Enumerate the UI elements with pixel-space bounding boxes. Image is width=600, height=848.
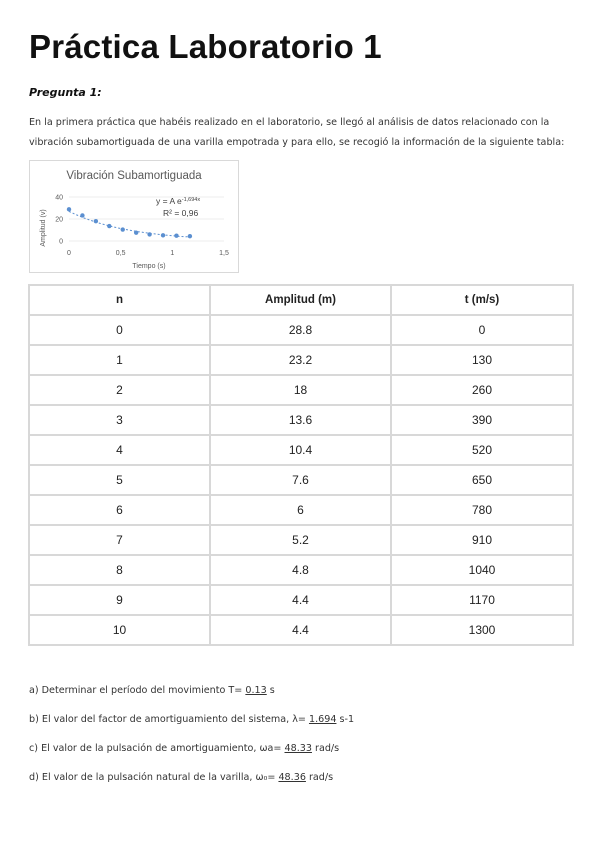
table-body [29,315,573,645]
header-n: n [29,285,210,315]
answer-d-value: 48.36 [278,772,306,783]
cell-time: 650 [391,465,573,495]
chart-y-axis-label: Amplitud (v) [40,209,47,247]
cell-amplitude: 4.4 [210,615,391,645]
chart-point [161,233,165,237]
chart-x-tick-label: 0,5 [115,250,126,257]
chart-r-squared: R² = 0,96 [163,208,199,218]
cell-amplitude: 10.4 [210,435,391,465]
cell-time: 520 [391,435,573,465]
cell-amplitude: 6 [210,495,391,525]
chart-point [134,230,138,234]
cell-n: 1 [29,345,210,375]
answer-a: a) Determinar el período del movimiento T= 0.13 s [29,685,275,696]
table-row [29,435,573,465]
cell-amplitude: 13.6 [210,405,391,435]
cell-amplitude: 7.6 [210,465,391,495]
answer-d: d) El valor de la pulsación natural de la varilla, ω₀= 48.36 rad/s [29,772,334,783]
cell-time: 0 [391,315,573,345]
chart-x-axis-label: Tiempo (s) [132,263,166,270]
table-row [29,315,573,345]
chart-svg [29,160,239,273]
cell-time: 1170 [391,585,573,615]
cell-time: 390 [391,405,573,435]
chart-point [121,227,125,231]
chart-point [67,207,71,211]
chart-point [147,232,151,236]
answer-c: c) El valor de la pulsación de amortiguamiento, ωa= 48.33 rad/s [29,743,340,754]
cell-n: 6 [29,495,210,525]
intro-paragraph: En la primera práctica que habéis realizado en el laboratorio, se llegó al análisis de datos relacionado con la vibración subamortiguada de una varilla empotrada y para ello, se recogió la información de la siguiente tabla: [29,117,565,148]
cell-n: 2 [29,375,210,405]
table-row [29,465,573,495]
cell-time: 780 [391,495,573,525]
table-row [29,585,573,615]
page-title: Práctica Laboratorio 1 [29,28,382,65]
cell-time: 910 [391,525,573,555]
table-row [29,375,573,405]
chart-x-tick-label: 1,5 [219,250,229,257]
chart-x-tick-label: 0 [67,250,71,257]
damped-vibration-chart [29,160,239,273]
cell-n: 8 [29,555,210,585]
cell-time: 1300 [391,615,573,645]
table-header-row [29,285,573,315]
cell-time: 260 [391,375,573,405]
chart-x-tick-label: 1 [170,250,175,257]
chart-point [80,213,84,217]
chart-y-tick-label: 40 [55,194,63,202]
question-label: Pregunta 1: [29,86,102,99]
chart-point [94,219,98,223]
table-row [29,615,573,645]
cell-amplitude: 23.2 [210,345,391,375]
chart-y-tick-label: 20 [55,216,63,224]
table-row [29,345,573,375]
header-time: t (m/s) [391,285,573,315]
cell-time: 130 [391,345,573,375]
chart-point [107,224,111,228]
answers-section [29,676,577,792]
cell-n: 9 [29,585,210,615]
cell-n: 4 [29,435,210,465]
table-row [29,405,573,435]
cell-n: 5 [29,465,210,495]
answer-b: b) El valor del factor de amortiguamiento del sistema, λ= 1.694 s-1 [29,714,355,725]
header-amplitude: Amplitud (m) [210,285,391,315]
chart-equation: y = A $e^{-1,694x}$ [156,196,201,206]
cell-n: 7 [29,525,210,555]
cell-amplitude: 28.8 [210,315,391,345]
cell-amplitude: 18 [210,375,391,405]
table-row [29,555,573,585]
cell-amplitude: 4.8 [210,555,391,585]
data-table [28,284,574,646]
chart-y-tick-label: 0 [59,238,63,246]
cell-time: 1040 [391,555,573,585]
cell-n: 10 [29,615,210,645]
table-row [29,495,573,525]
table-row [29,525,573,555]
chart-point [188,234,192,238]
answer-a-value: 0.13 [245,685,267,696]
cell-amplitude: 5.2 [210,525,391,555]
answer-c-value: 48.33 [284,743,312,754]
answer-b-value: 1.694 [308,714,337,725]
cell-amplitude: 4.4 [210,585,391,615]
chart-title: Vibración Subamortiguada [66,170,202,182]
cell-n: 3 [29,405,210,435]
chart-point [174,234,178,238]
cell-n: 0 [29,315,210,345]
